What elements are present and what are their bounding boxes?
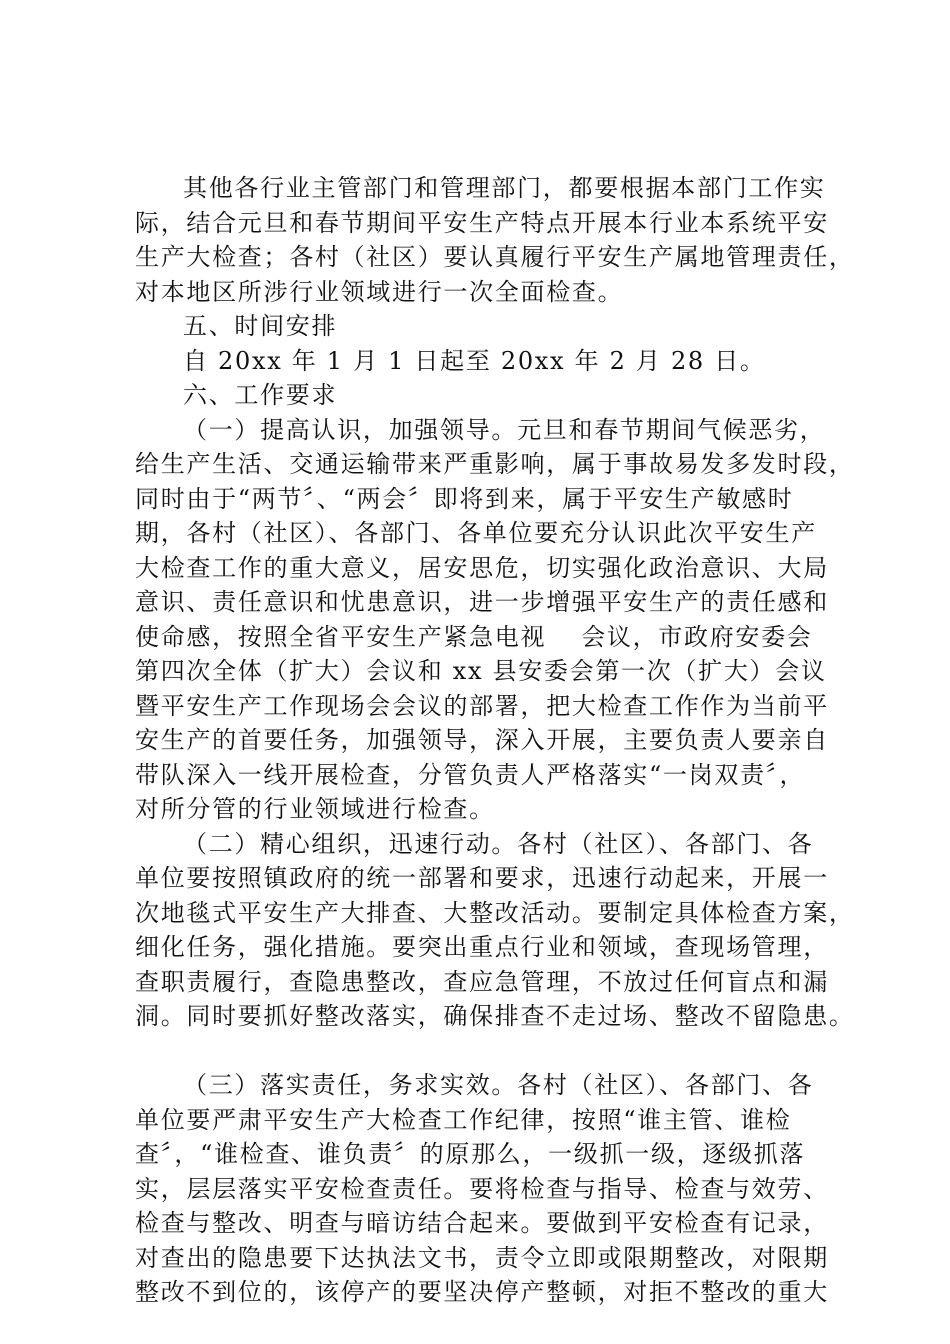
- paragraph-4-line-6: 对查出的隐患要下达执法文书，责令立即或限期整改，对限期: [135, 1243, 829, 1272]
- paragraph-1-line-2: 际，结合元旦和春节期间平安生产特点开展本行业本系统平安: [135, 208, 829, 237]
- paragraph-3-line-4: 细化任务，强化措施。要突出重点行业和领域，查现场管理，: [135, 933, 829, 961]
- paragraph-2-line-11: 带队深入一线开展检查，分管负责人严格落实“一岗双责〞，: [135, 760, 806, 789]
- paragraph-2-line-3: 同时由于“两节〞、“两会〞即将到来，属于平安生产敏感时: [135, 484, 794, 513]
- paragraph-3-line-1: （二）精心组织，迅速行动。各村（社区）、各部门、各: [183, 829, 814, 858]
- section-heading-schedule: 五、时间安排: [183, 312, 338, 340]
- paragraph-2-line-12: 对所分管的行业领域进行检查。: [135, 795, 495, 823]
- paragraph-2-line-4: 期，各村（社区）、各部门、各单位要充分认识此次平安生产: [135, 519, 817, 547]
- paragraph-3-line-5: 查职责履行，查隐患整改，查应急管理，不放过任何盲点和漏: [135, 967, 829, 996]
- paragraph-2-line-2: 给生产生活、交通运输带来严重影响，属于事故易发多发时段，: [135, 450, 855, 478]
- paragraph-2-line-1: （一）提高认识，加强领导。元旦和春节期间气候恶劣，: [183, 415, 826, 444]
- paragraph-gap: [135, 1034, 835, 1069]
- paragraph-2-line-5: 大检查工作的重大意义，居安思危，切实强化政治意识、大局: [135, 553, 829, 582]
- section-heading-requirements: 六、工作要求: [183, 381, 338, 409]
- paragraph-4-line-2: 单位要严肃平安生产大检查工作纪律，按照“谁主管、谁检: [135, 1105, 792, 1134]
- paragraph-2-line-9: 暨平安生产工作现场会会议的部署，把大检查工作作为当前平: [135, 691, 829, 720]
- paragraph-2-line-10: 安生产的首要任务，加强领导，深入开展，主要负责人要亲自: [135, 726, 829, 754]
- document-body: [135, 171, 855, 1310]
- paragraph-2-line-7: 使命感，按照全省平安生产紧急电视 会议，市政府安委会: [135, 622, 813, 651]
- paragraph-1-line-1: 其他各行业主管部门和管理部门，都要根据本部门工作实: [183, 174, 826, 202]
- paragraph-4-line-1: （三）落实责任，务求实效。各村（社区）、各部门、各: [183, 1071, 814, 1099]
- paragraph-1-line-3: 生产大检查；各村（社区）要认真履行平安生产属地管理责任，: [135, 243, 855, 271]
- paragraph-3-line-2: 单位要按照镇政府的统一部署和要求，迅速行动起来，开展一: [135, 864, 829, 892]
- paragraph-2-line-6: 意识、责任意识和忧患意识，进一步增强平安生产的责任感和: [135, 588, 829, 616]
- paragraph-4-line-5: 检查与整改、明查与暗访结合起来。要做到平安检查有记录，: [135, 1209, 829, 1237]
- paragraph-4-line-7: 整改不到位的，该停产的要坚决停产整顿，对拒不整改的重大: [135, 1278, 829, 1306]
- paragraph-3-line-3: 次地毯式平安生产大排查、大整改活动。要制定具体检查方案，: [135, 898, 855, 927]
- paragraph-2-line-8: 第四次全体（扩大）会议和 xx 县安委会第一次（扩大）会议: [135, 657, 827, 685]
- paragraph-3-line-6: 洞。同时要抓好整改落实，确保排查不走过场、整改不留隐患。: [135, 1002, 855, 1030]
- schedule-text: 自 20xx 年 1 月 1 日起至 20xx 年 2 月 28 日。: [183, 346, 766, 375]
- paragraph-4-line-3: 查〞，“谁检查、谁负责〞的原那么，一级抓一级，逐级抓落: [135, 1140, 806, 1168]
- paragraph-1-line-4: 对本地区所涉行业领域进行一次全面检查。: [135, 277, 624, 306]
- paragraph-4-line-4: 实，层层落实平安检查责任。要将检查与指导、检查与效劳、: [135, 1174, 829, 1203]
